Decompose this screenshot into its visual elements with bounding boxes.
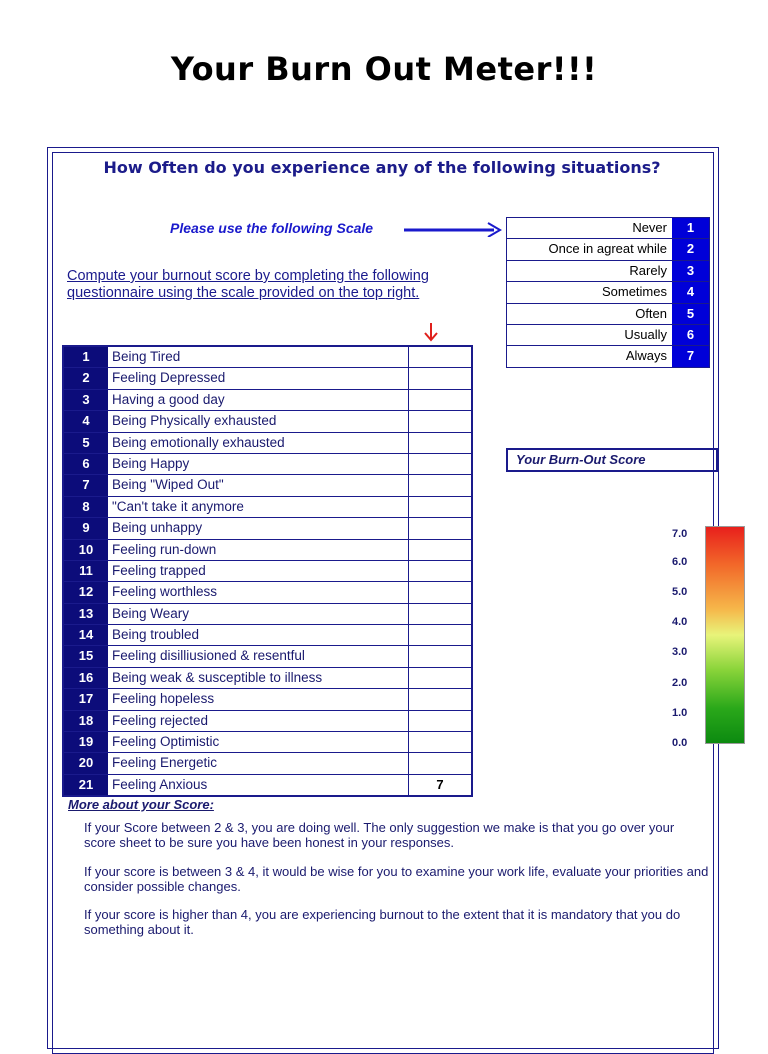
question-row xyxy=(64,625,471,646)
question-row xyxy=(64,540,471,561)
question-label: Feeling Optimistic xyxy=(108,732,409,752)
instructions: Compute your burnout score by completing the following questionnaire using the scale provided on the top right. xyxy=(67,268,429,301)
answer-cell[interactable] xyxy=(409,475,471,495)
question-number: 8 xyxy=(64,497,108,517)
question-label: Being unhappy xyxy=(108,518,409,538)
answer-cell[interactable] xyxy=(409,689,471,709)
question-label: Being Weary xyxy=(108,604,409,624)
scale-row xyxy=(507,282,709,303)
question-label: Feeling Energetic xyxy=(108,753,409,773)
scale-row xyxy=(507,346,709,366)
scale-value-cell: 7 xyxy=(672,346,709,366)
answer-cell[interactable] xyxy=(409,646,471,666)
question-number: 2 xyxy=(64,368,108,388)
down-arrow-icon xyxy=(422,322,440,344)
question-number: 3 xyxy=(64,390,108,410)
scale-row xyxy=(507,325,709,346)
question-number: 5 xyxy=(64,433,108,453)
answer-cell[interactable] xyxy=(409,433,471,453)
page-title: Your Burn Out Meter!!! xyxy=(170,50,598,88)
scale-row xyxy=(507,304,709,325)
question-row xyxy=(64,390,471,411)
scale-value-cell: 5 xyxy=(672,304,709,324)
scale-value-cell: 3 xyxy=(672,261,709,281)
answer-cell[interactable] xyxy=(409,368,471,388)
answer-cell[interactable] xyxy=(409,518,471,538)
question-label: Having a good day xyxy=(108,390,409,410)
question-row xyxy=(64,454,471,475)
scale-label-cell: Often xyxy=(635,305,667,321)
question-label: Being Happy xyxy=(108,454,409,474)
question-number: 18 xyxy=(64,711,108,731)
question-label: Feeling disilliusioned & resentful xyxy=(108,646,409,666)
question-row xyxy=(64,433,471,454)
question-row xyxy=(64,753,471,774)
question-row xyxy=(64,582,471,603)
question-label: Feeling Anxious xyxy=(108,775,409,795)
question-number: 17 xyxy=(64,689,108,709)
answer-cell[interactable] xyxy=(409,497,471,517)
question-label: Being Tired xyxy=(108,347,409,367)
scale-value-cell: 1 xyxy=(672,218,709,238)
question-number: 21 xyxy=(64,775,108,795)
question-row xyxy=(64,668,471,689)
right-arrow-icon xyxy=(404,221,504,237)
burnout-gauge xyxy=(705,526,745,744)
question-row xyxy=(64,411,471,432)
question-label: Being Physically exhausted xyxy=(108,411,409,431)
scale-value-cell: 2 xyxy=(672,239,709,259)
question-label: Feeling run-down xyxy=(108,540,409,560)
score-paragraph-1: If your Score between 2 & 3, you are doing well. The only suggestion we make is that you go over your score sheet to be sure you have been honest in your responses. xyxy=(84,820,675,850)
question-number: 4 xyxy=(64,411,108,431)
answer-cell[interactable] xyxy=(409,604,471,624)
scale-label-cell: Rarely xyxy=(629,262,667,278)
answer-cell[interactable] xyxy=(409,582,471,602)
question-row xyxy=(64,497,471,518)
scale-value-cell: 4 xyxy=(672,282,709,302)
question-label: Being weak & susceptible to illness xyxy=(108,668,409,688)
gauge-tick-label: 6.0 xyxy=(672,556,688,568)
question-heading: How Often do you experience any of the following situations? xyxy=(103,158,661,177)
scale-row xyxy=(507,261,709,282)
question-number: 12 xyxy=(64,582,108,602)
question-row xyxy=(64,775,471,795)
answer-cell[interactable] xyxy=(409,668,471,688)
question-label: Being emotionally exhausted xyxy=(108,433,409,453)
gauge-tick-label: 4.0 xyxy=(672,616,688,628)
question-number: 16 xyxy=(64,668,108,688)
gauge-tick-label: 0.0 xyxy=(672,737,688,749)
answer-cell[interactable] xyxy=(409,711,471,731)
scale-table xyxy=(506,217,710,368)
question-row xyxy=(64,518,471,539)
scale-row xyxy=(507,239,709,260)
burnout-score-box: Your Burn-Out Score xyxy=(506,448,718,472)
scale-label-cell: Usually xyxy=(624,326,667,342)
question-number: 13 xyxy=(64,604,108,624)
answer-cell[interactable] xyxy=(409,454,471,474)
scale-value-cell: 6 xyxy=(672,325,709,345)
question-number: 14 xyxy=(64,625,108,645)
question-label: Feeling hopeless xyxy=(108,689,409,709)
question-row xyxy=(64,561,471,582)
question-row xyxy=(64,368,471,389)
question-label: Feeling worthless xyxy=(108,582,409,602)
question-label: Being "Wiped Out" xyxy=(108,475,409,495)
question-label: "Can't take it anymore xyxy=(108,497,409,517)
answer-cell[interactable] xyxy=(409,625,471,645)
scale-label: Please use the following Scale xyxy=(170,220,374,236)
score-paragraph-3: If your score is higher than 4, you are experiencing burnout to the extent that it is mandatory that you do something about it. xyxy=(84,907,681,937)
question-number: 20 xyxy=(64,753,108,773)
question-row xyxy=(64,711,471,732)
question-row xyxy=(64,475,471,496)
question-number: 19 xyxy=(64,732,108,752)
question-row xyxy=(64,604,471,625)
question-label: Feeling Depressed xyxy=(108,368,409,388)
gauge-tick-label: 3.0 xyxy=(672,646,688,658)
scale-label-cell: Once in agreat while xyxy=(548,241,667,257)
question-label: Being troubled xyxy=(108,625,409,645)
question-row xyxy=(64,347,471,368)
answer-cell[interactable] xyxy=(409,561,471,581)
scale-label-cell: Sometimes xyxy=(601,284,667,300)
answer-cell[interactable]: 7 xyxy=(436,776,444,792)
answer-cell[interactable] xyxy=(409,753,471,773)
scale-label-cell: Never xyxy=(632,220,667,235)
answer-cell[interactable] xyxy=(409,411,471,431)
question-number: 11 xyxy=(64,561,108,581)
question-label: Feeling trapped xyxy=(108,561,409,581)
question-row xyxy=(64,646,471,667)
question-number: 9 xyxy=(64,518,108,538)
question-number: 10 xyxy=(64,540,108,560)
scale-row xyxy=(507,218,709,239)
answer-cell[interactable] xyxy=(409,732,471,752)
question-row xyxy=(64,689,471,710)
question-number: 7 xyxy=(64,475,108,495)
question-number: 15 xyxy=(64,646,108,666)
answer-cell[interactable] xyxy=(409,347,471,367)
more-about-score-title: More about your Score: xyxy=(68,797,214,812)
question-row xyxy=(64,732,471,753)
questionnaire-table xyxy=(62,345,473,797)
answer-cell[interactable] xyxy=(409,540,471,560)
gauge-tick-label: 2.0 xyxy=(672,677,688,689)
answer-cell[interactable] xyxy=(409,390,471,410)
gauge-tick-label: 7.0 xyxy=(672,528,688,540)
gauge-tick-label: 5.0 xyxy=(672,586,688,598)
question-label: Feeling rejected xyxy=(108,711,409,731)
question-number: 1 xyxy=(64,347,108,367)
scale-label-cell: Always xyxy=(625,348,667,364)
score-paragraph-2: If your score is between 3 & 4, it would be wise for you to examine your work life, evaluate your priorities and consider possible changes. xyxy=(84,864,709,894)
gauge-tick-label: 1.0 xyxy=(672,707,688,719)
question-number: 6 xyxy=(64,454,108,474)
